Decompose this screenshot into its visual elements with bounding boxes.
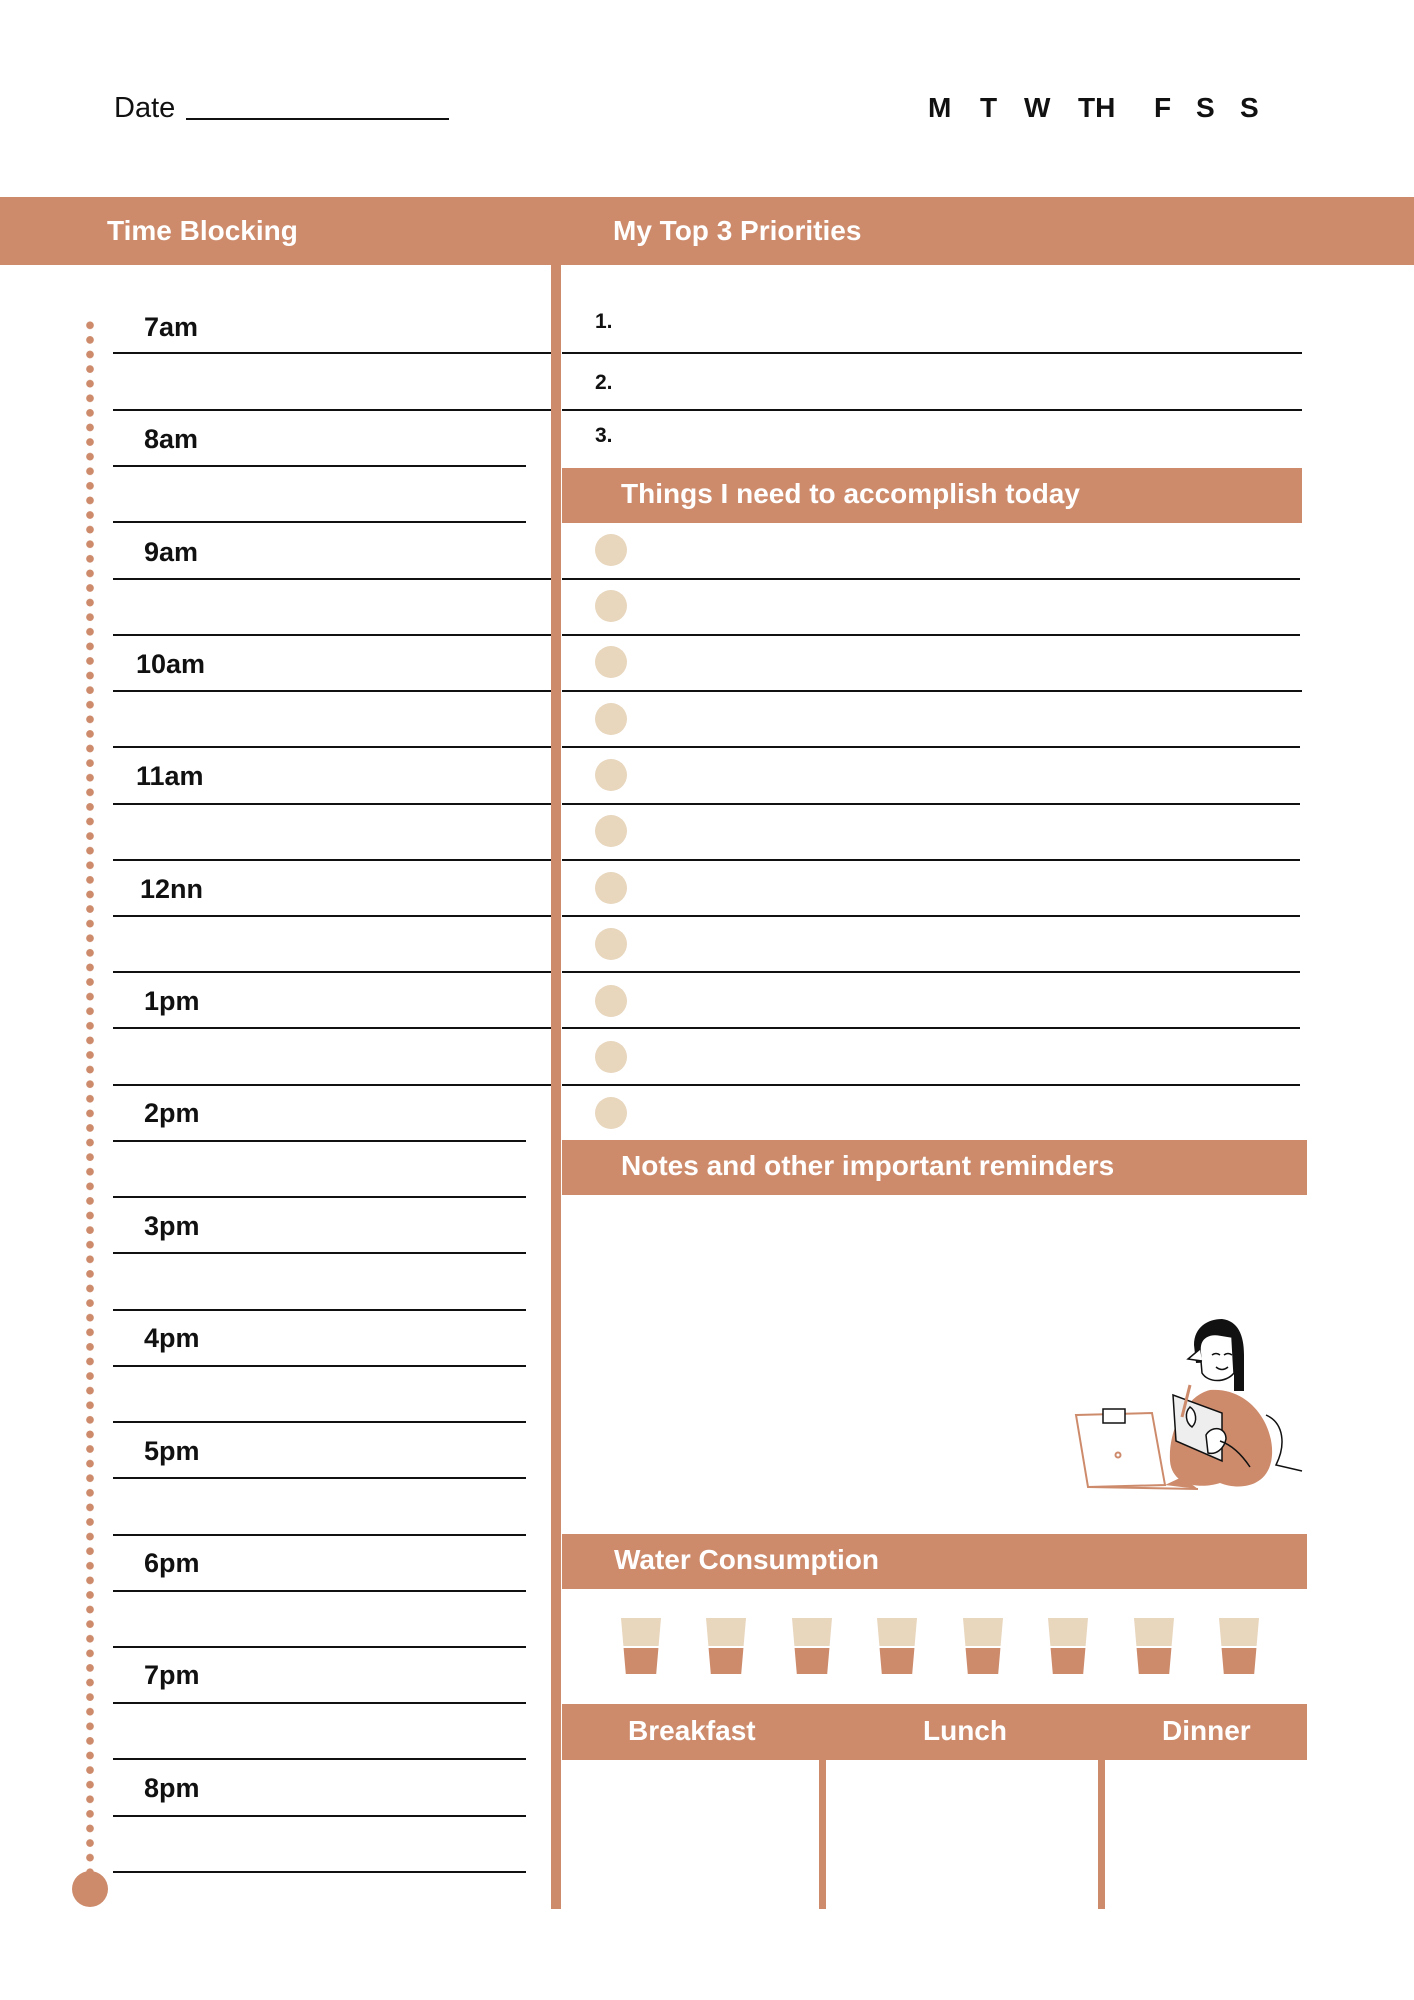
- time-label-8am: 8am: [144, 424, 199, 454]
- time-slot-line[interactable]: [113, 915, 551, 917]
- task-line[interactable]: [562, 1084, 1300, 1086]
- breakfast-area[interactable]: [562, 1760, 819, 1909]
- time-blocking-title: Time Blocking: [107, 215, 298, 246]
- priority-number-3: 3.: [595, 424, 613, 447]
- task-checkbox[interactable]: [595, 590, 627, 622]
- date-field[interactable]: [186, 118, 449, 120]
- date-label: Date: [114, 92, 176, 124]
- meal-dinner: Dinner: [1162, 1715, 1251, 1746]
- water-glass-icon[interactable]: [792, 1618, 832, 1674]
- time-slot-line[interactable]: [113, 1534, 526, 1536]
- timeline-end-dot: [72, 1871, 108, 1907]
- task-line[interactable]: [562, 915, 1300, 917]
- lunch-area[interactable]: [826, 1760, 1098, 1909]
- time-label-7pm: 7pm: [144, 1660, 200, 1690]
- top-priorities-title: My Top 3 Priorities: [613, 215, 862, 246]
- day-wednesday[interactable]: W: [1024, 92, 1051, 123]
- time-slot-line[interactable]: [113, 1871, 526, 1873]
- notes-header-band: [562, 1140, 1307, 1195]
- time-slot-line[interactable]: [113, 1027, 551, 1029]
- task-line[interactable]: [562, 1027, 1300, 1029]
- weekday-selector: [928, 92, 1268, 132]
- tasks-header-band: [562, 468, 1302, 523]
- task-checkbox[interactable]: [595, 928, 627, 960]
- task-checkbox[interactable]: [595, 1041, 627, 1073]
- time-label-12nn: 12nn: [140, 874, 204, 904]
- day-tuesday[interactable]: T: [980, 92, 998, 123]
- water-title: Water Consumption: [614, 1544, 879, 1575]
- task-line[interactable]: [562, 690, 1302, 692]
- time-slot-line[interactable]: [113, 1758, 526, 1760]
- tasks-title: Things I need to accomplish today: [621, 478, 1080, 509]
- task-checkbox[interactable]: [595, 985, 627, 1017]
- task-checkbox[interactable]: [595, 703, 627, 735]
- dinner-area[interactable]: [1105, 1760, 1307, 1909]
- day-sunday[interactable]: S: [1240, 92, 1259, 123]
- task-line[interactable]: [562, 803, 1300, 805]
- time-slot-line[interactable]: [113, 634, 551, 636]
- time-slot-line[interactable]: [113, 1590, 526, 1592]
- time-slot-line[interactable]: [113, 1196, 526, 1198]
- time-slot-line[interactable]: [113, 1646, 526, 1648]
- time-slot-line[interactable]: [113, 1365, 526, 1367]
- time-label-3pm: 3pm: [144, 1211, 200, 1241]
- time-label-2pm: 2pm: [144, 1098, 200, 1128]
- water-glass-icon[interactable]: [963, 1618, 1003, 1674]
- time-slot-line[interactable]: [113, 1309, 526, 1311]
- meal-divider: [819, 1760, 826, 1909]
- time-slot-line[interactable]: [113, 352, 551, 354]
- time-slot-line[interactable]: [113, 578, 551, 580]
- task-line[interactable]: [562, 746, 1300, 748]
- task-checkbox[interactable]: [595, 815, 627, 847]
- water-glass-icon[interactable]: [877, 1618, 917, 1674]
- timeline-dots: [86, 318, 94, 1873]
- priority-number-1: 1.: [595, 310, 613, 333]
- time-slot-line[interactable]: [113, 859, 551, 861]
- time-slot-line[interactable]: [113, 521, 526, 523]
- time-label-4pm: 4pm: [144, 1323, 200, 1353]
- time-slot-line[interactable]: [113, 1084, 551, 1086]
- water-glass-icon[interactable]: [706, 1618, 746, 1674]
- top-header-band: [0, 197, 1414, 265]
- task-checkbox[interactable]: [595, 534, 627, 566]
- water-glass-icon[interactable]: [621, 1618, 661, 1674]
- priority-line-2[interactable]: [562, 409, 1302, 411]
- time-slot-line[interactable]: [113, 1252, 526, 1254]
- time-slot-line[interactable]: [113, 690, 551, 692]
- water-glass-icon[interactable]: [1048, 1618, 1088, 1674]
- day-friday[interactable]: F: [1154, 92, 1172, 123]
- water-header-band: [562, 1534, 1307, 1589]
- time-slot-line[interactable]: [113, 1140, 526, 1142]
- time-label-9am: 9am: [144, 537, 199, 567]
- task-line[interactable]: [562, 859, 1300, 861]
- meal-breakfast: Breakfast: [628, 1715, 756, 1746]
- time-slot-line[interactable]: [113, 1421, 526, 1423]
- task-checkbox[interactable]: [595, 872, 627, 904]
- meal-lunch: Lunch: [923, 1715, 1007, 1746]
- notes-title: Notes and other important reminders: [621, 1150, 1115, 1181]
- day-monday[interactable]: M: [928, 92, 952, 123]
- day-thursday[interactable]: TH: [1078, 92, 1116, 123]
- time-label-7am: 7am: [144, 312, 199, 342]
- woman-reading-illustration: [1070, 1315, 1310, 1505]
- priority-number-2: 2.: [595, 371, 613, 394]
- time-slot-line[interactable]: [113, 746, 551, 748]
- meal-divider: [1098, 1760, 1105, 1909]
- time-slot-line[interactable]: [113, 1702, 526, 1704]
- time-label-1pm: 1pm: [144, 986, 200, 1016]
- time-label-11am: 11am: [136, 761, 204, 791]
- task-line[interactable]: [562, 971, 1300, 973]
- time-slot-line[interactable]: [113, 465, 526, 467]
- water-glass-icon[interactable]: [1219, 1618, 1259, 1674]
- time-slot-line[interactable]: [113, 409, 551, 411]
- task-checkbox[interactable]: [595, 1097, 627, 1129]
- time-slot-line[interactable]: [113, 803, 551, 805]
- task-line[interactable]: [562, 634, 1300, 636]
- time-label-6pm: 6pm: [144, 1548, 200, 1578]
- water-glass-icon[interactable]: [1134, 1618, 1174, 1674]
- time-slot-line[interactable]: [113, 971, 551, 973]
- time-label-5pm: 5pm: [144, 1436, 200, 1466]
- column-divider: [551, 265, 561, 1909]
- priority-line-1[interactable]: [562, 352, 1302, 354]
- time-slot-line[interactable]: [113, 1477, 526, 1479]
- day-saturday[interactable]: S: [1196, 92, 1215, 123]
- time-slot-line[interactable]: [113, 1815, 526, 1817]
- time-label-10am: 10am: [136, 649, 206, 679]
- meals-header-band: [562, 1704, 1307, 1760]
- task-checkbox[interactable]: [595, 646, 627, 678]
- task-line[interactable]: [562, 578, 1300, 580]
- task-checkbox[interactable]: [595, 759, 627, 791]
- time-label-8pm: 8pm: [144, 1773, 200, 1803]
